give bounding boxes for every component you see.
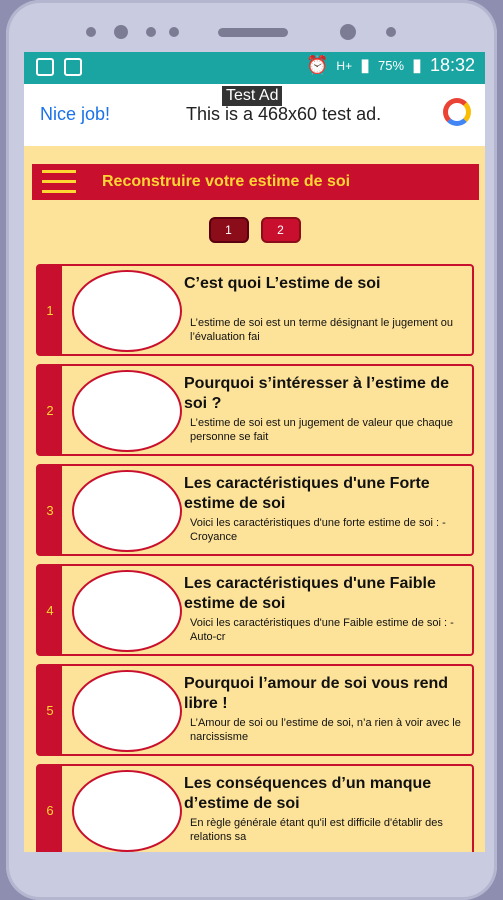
item-description: Voici les caractéristiques d'une forte estime de soi : - Croyance: [190, 517, 446, 543]
item-description: L’estime de soi est un terme désignant le jugement ou l’évaluation fai: [190, 317, 453, 343]
item-number: 6: [38, 766, 62, 852]
front-camera-dot: [340, 24, 356, 40]
ad-badge: Test Ad: [222, 86, 282, 106]
app-toolbar: [32, 164, 479, 200]
ad-logo-icon: [443, 98, 471, 126]
item-thumbnail: [72, 670, 182, 752]
clock: 18:32: [429, 55, 475, 75]
item-title: Les conséquences d’un manque d’estime de soi: [184, 775, 432, 812]
item-number: 3: [38, 466, 62, 554]
item-title: Les caractéristiques d'une Faible estime de soi: [184, 575, 436, 612]
menu-icon[interactable]: [42, 170, 76, 194]
sensor-dot: [169, 27, 179, 37]
item-thumbnail: [72, 270, 182, 352]
sensor-dot: [86, 27, 96, 37]
item-thumbnail: [72, 570, 182, 652]
gallery-icon: [36, 58, 54, 76]
list-item[interactable]: [36, 664, 474, 756]
alarm-icon: ⏰: [306, 55, 329, 75]
signal-icon: ▮: [360, 55, 371, 75]
pagination: [24, 217, 485, 243]
ad-text: This is a 468x60 test ad.: [186, 104, 382, 124]
wifi-icon: [64, 58, 82, 76]
item-description: Voici les caractéristiques d'une Faible estime de soi : - Auto-cr: [190, 617, 454, 643]
app-screen: [24, 52, 485, 852]
battery-icon: ▮: [412, 55, 422, 75]
speaker-grille: [218, 28, 288, 37]
item-number: 5: [38, 666, 62, 754]
ad-nice-text: Nice job!: [40, 104, 111, 124]
item-description: L’estime de soi est un jugement de valeur que chaque personne se fait: [190, 417, 453, 443]
item-thumbnail: [72, 470, 182, 552]
page-title: Reconstruire votre estime de soi: [102, 173, 351, 190]
list-item[interactable]: [36, 564, 474, 656]
list-item[interactable]: [36, 464, 474, 556]
item-title: Pourquoi s’intéresser à l’estime de soi ?: [184, 375, 449, 412]
sensor-dot: [146, 27, 156, 37]
item-title: Les caractéristiques d'une Forte estime de soi: [184, 475, 430, 512]
camera-dot: [114, 25, 128, 39]
sensor-dot: [386, 27, 396, 37]
ad-banner[interactable]: [24, 84, 485, 146]
phone-frame: [6, 0, 497, 900]
list-item[interactable]: [36, 764, 474, 852]
item-description: L’Amour de soi ou l’estime de soi, n’a rien à voir avec le narcissisme: [190, 717, 461, 743]
item-title: C’est quoi L’estime de soi: [184, 275, 381, 292]
article-list: [36, 264, 474, 852]
signal-type: H+: [336, 58, 353, 73]
list-item[interactable]: [36, 264, 474, 356]
item-thumbnail: [72, 770, 182, 852]
page-button-2[interactable]: 2: [261, 217, 301, 243]
item-thumbnail: [72, 370, 182, 452]
status-bar: [24, 52, 485, 84]
item-description: En règle générale étant qu'il est difficile d'établir des relations sa: [190, 817, 443, 843]
page-button-1[interactable]: 1: [209, 217, 249, 243]
item-number: 1: [38, 266, 62, 354]
item-number: 2: [38, 366, 62, 454]
item-number: 4: [38, 566, 62, 654]
phone-bezel-top: [6, 0, 497, 52]
list-item[interactable]: [36, 364, 474, 456]
battery-percent: 75%: [378, 58, 405, 73]
item-title: Pourquoi l’amour de soi vous rend libre !: [184, 675, 449, 712]
